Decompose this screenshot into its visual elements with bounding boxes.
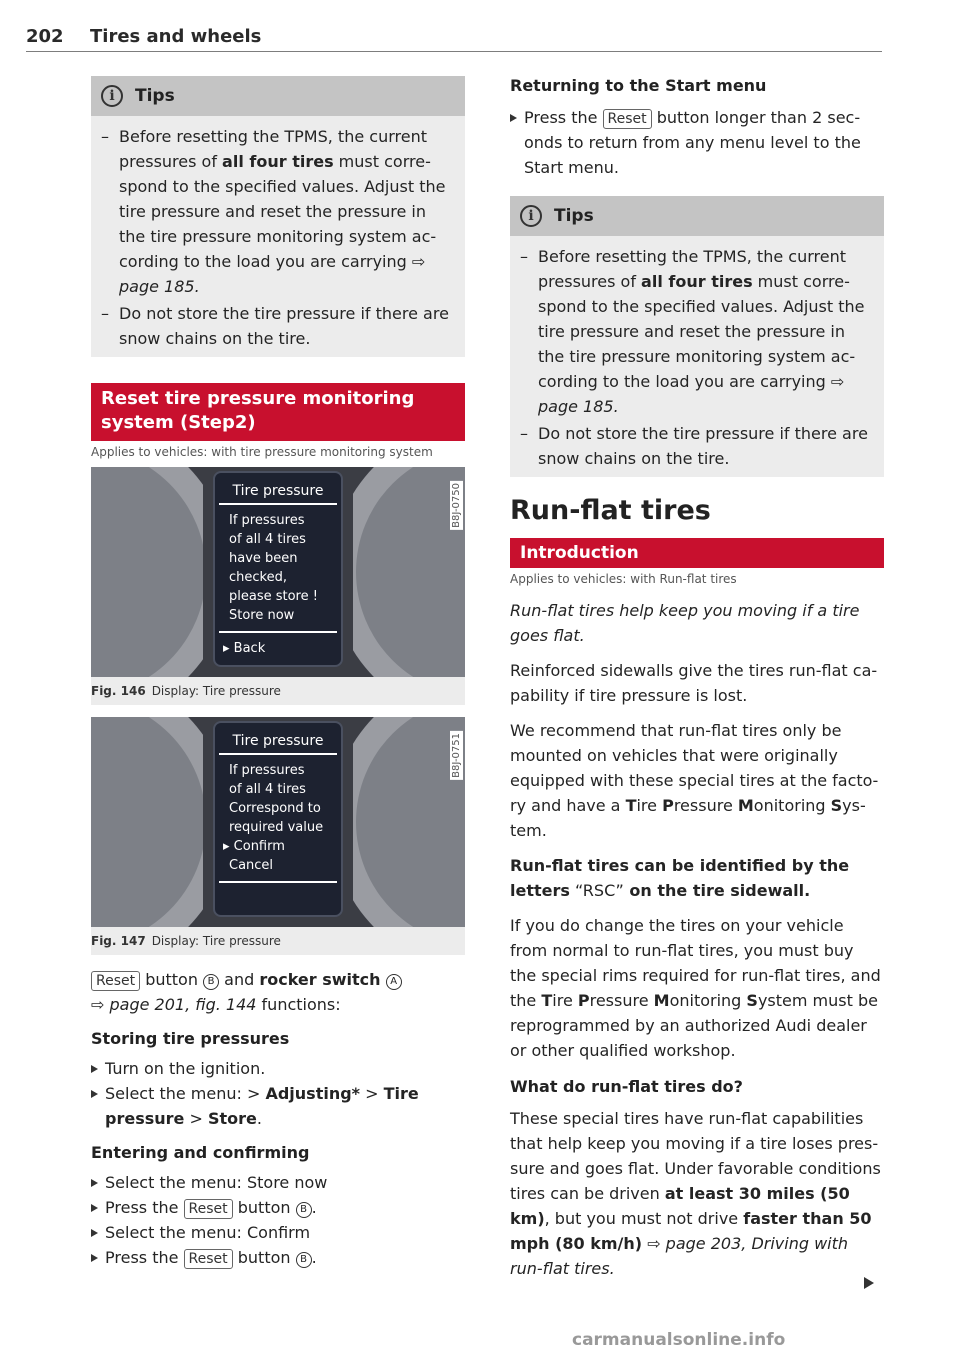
tips-item: – Do not store the tire pressure if there are snow chains on the tire. <box>109 301 453 351</box>
figure-147 <box>91 717 465 955</box>
screen-line: checked, <box>229 570 287 585</box>
info-icon: i <box>520 205 542 227</box>
button-b-marker: B <box>296 1252 312 1268</box>
page-number: 202 <box>26 26 64 47</box>
step-item: Turn on the ignition. <box>91 1056 465 1081</box>
screen-line: ▸ Confirm <box>223 839 285 854</box>
info-icon: i <box>101 85 123 107</box>
tips-box <box>91 76 465 357</box>
screen-line: please store ! <box>229 589 318 604</box>
chapter-title: Tires and wheels <box>90 26 262 47</box>
step-item: Press the Reset button longer than 2 seconds to return from any menu level to the Start menu. <box>510 105 884 180</box>
section-title: Run-flat tires <box>510 495 711 526</box>
section-heading: Reset tire pressure monitoring system (Step2) <box>91 383 465 441</box>
subheading: Entering and confirming <box>91 1143 310 1162</box>
continue-arrow-icon <box>864 1277 874 1289</box>
page-reference-link[interactable]: ⇨ page 185. <box>119 252 426 296</box>
intro-paragraph: Reset button B and rocker switch A ⇨ page 201, fig. 144 functions: <box>91 967 465 1017</box>
display-screen <box>213 471 343 667</box>
screen-line: of all 4 tires <box>229 782 306 797</box>
tips-item: – Before resetting the TPMS, the current pressures of all four tires must correspond to the specified values. Adjust the tire pressure and reset the pressure in the tire pressure monitoring system according to the load you are carrying ⇨ page 185. <box>528 244 872 419</box>
tips-item: – Do not store the tire pressure if there are snow chains on the tire. <box>528 421 872 471</box>
page-reference-link[interactable]: ⇨ page 201, fig. 144 <box>91 995 257 1014</box>
button-a-marker: A <box>386 974 402 990</box>
applies-to: Applies to vehicles: with Run-flat tires <box>510 572 737 586</box>
subheading: Storing tire pressures <box>91 1029 290 1048</box>
step-item: Select the menu: Store now <box>91 1170 465 1195</box>
tips-title: Tips <box>554 206 594 226</box>
instrument-cluster-image <box>91 467 465 677</box>
tips-item: – Before resetting the TPMS, the current pressures of all four tires must correspond to the specified values. Adjust the tire pressure and reset the pressure in the tire pressure monitoring system according to the load you are carrying ⇨ page 185. <box>109 124 453 299</box>
instrument-cluster-image <box>91 717 465 927</box>
paragraph: If you do change the tires on your vehicle from normal to run-flat tires, you must buy the special rims required for run-flat tires, and the Tire Pressure Monitoring System must be reprogrammed by an authorized Audi dealer or other qualified workshop. <box>510 916 881 1060</box>
tips-title: Tips <box>135 86 175 106</box>
figure-caption: Fig. 147 Display: Tire pressure <box>91 934 281 948</box>
tips-list <box>510 236 884 477</box>
screen-line: Cancel <box>229 858 274 873</box>
screen-divider <box>219 881 337 883</box>
paragraph: Reinforced sidewalls give the tires run-flat capability if tire pressure is lost. <box>510 661 878 705</box>
step-item: Select the menu: > Adjusting* > Tire pressure > Store. <box>91 1081 465 1131</box>
left-column <box>91 76 465 1270</box>
subheading: What do run-flat tires do? <box>510 1077 743 1096</box>
paragraph: These special tires have run-flat capabilities that help keep you moving if a tire loses pressure and goes flat. Under favorable conditions tires can be driven at least 30 miles (50 km), but you must not drive faster than 50 mph (80 km/h) ⇨ page 203, Driving with run-flat tires. <box>510 1109 881 1278</box>
screen-line: If pressures <box>229 513 305 528</box>
tips-box <box>510 196 884 477</box>
step-item: Select the menu: Confirm <box>91 1220 465 1245</box>
button-b-marker: B <box>203 974 219 990</box>
subheading: Returning to the Start menu <box>510 76 767 95</box>
footer-watermark: carmanualsonline.info <box>572 1330 786 1350</box>
right-column <box>510 76 884 1281</box>
reset-key: Reset <box>184 1199 233 1219</box>
page-header <box>26 24 882 52</box>
section-heading: Introduction <box>510 538 884 568</box>
lead-paragraph: Run-flat tires help keep you moving if a tire goes flat. <box>510 601 860 645</box>
screen-title: Tire pressure <box>219 727 337 755</box>
figure-146 <box>91 467 465 705</box>
screen-line: If pressures <box>229 763 305 778</box>
page-reference-link[interactable]: ⇨ page 185. <box>538 372 845 416</box>
screen-line: of all 4 tires <box>229 532 306 547</box>
reset-key: Reset <box>603 109 652 129</box>
paragraph: Run-flat tires can be identified by the letters “RSC” on the tire sidewall. <box>510 856 850 900</box>
paragraph: We recommend that run-flat tires only be mounted on vehicles that were originally equipped with these special tires at the factory and have a Tire Pressure Monitoring System. <box>510 721 879 840</box>
reset-key: Reset <box>91 971 140 991</box>
screen-line: Store now <box>229 608 295 623</box>
screen-line: have been <box>229 551 298 566</box>
figure-caption: Fig. 146 Display: Tire pressure <box>91 684 281 698</box>
tips-header <box>510 196 884 236</box>
figure-code: B8J-0750 <box>451 483 462 528</box>
page-reference-link[interactable]: ⇨ page 203, Driving with run-flat tires. <box>510 1234 849 1278</box>
button-b-marker: B <box>296 1202 312 1218</box>
tips-header <box>91 76 465 116</box>
screen-title: Tire pressure <box>219 477 337 505</box>
figure-code: B8J-0751 <box>451 733 462 778</box>
screen-back-item: ▸ Back <box>223 641 266 656</box>
step-item: Press the Reset button B . <box>91 1245 465 1270</box>
screen-line: Correspond to <box>229 801 321 816</box>
display-screen <box>213 721 343 917</box>
applies-to: Applies to vehicles: with tire pressure monitoring system <box>91 445 433 459</box>
screen-line: required value <box>229 820 324 835</box>
tips-list <box>91 116 465 357</box>
reset-key: Reset <box>184 1249 233 1269</box>
step-item: Press the Reset button B . <box>91 1195 465 1220</box>
